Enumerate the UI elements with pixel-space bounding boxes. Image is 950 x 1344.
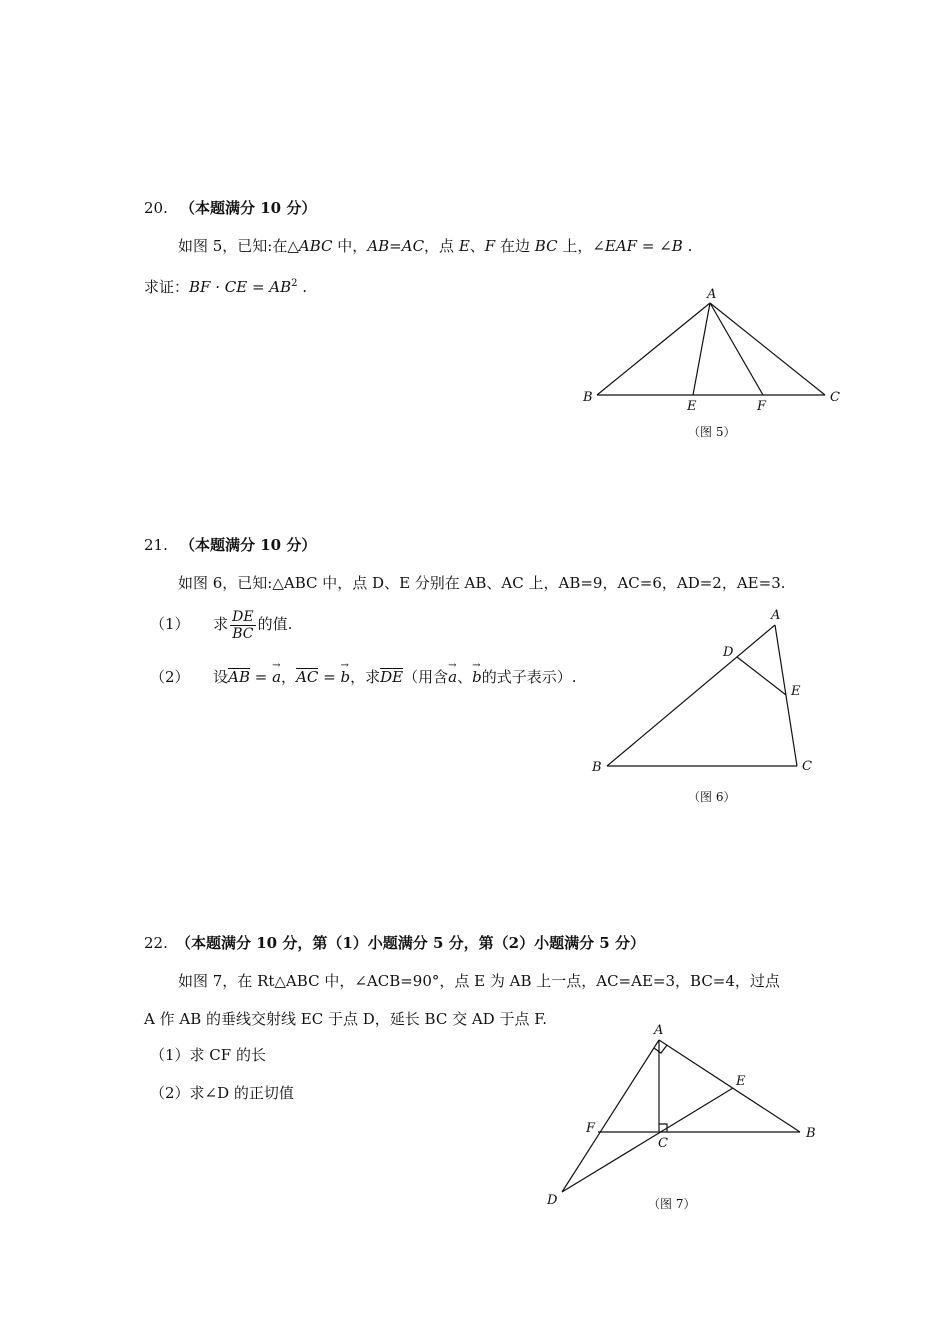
q20-triangle: △ABC <box>287 237 333 255</box>
q21-vector-ab: AB <box>228 668 250 686</box>
q22-number: 22. <box>144 934 168 952</box>
fig6-segment-ab <box>607 625 775 766</box>
fig5-label-f: F <box>757 399 767 414</box>
fig5-label-b: B <box>583 390 593 405</box>
fig7-label-d: D <box>547 1193 558 1208</box>
q20-text: 如图 5，已知:在 <box>178 237 288 255</box>
q20-point-e: E <box>458 237 470 255</box>
fig5-segment-ac <box>710 303 825 395</box>
q20-prove-sup: 2 <box>291 278 298 289</box>
q20-prove <box>144 274 307 297</box>
q21-vector-b: → b <box>340 667 350 687</box>
fig5-label-e: E <box>687 399 697 414</box>
q21-vector-ac: AC <box>296 668 319 686</box>
fig6-segment-de <box>737 657 786 695</box>
fig7-segment-ab <box>659 1040 800 1132</box>
q21-sep: ， <box>281 668 297 686</box>
fig6-label-d: D <box>723 645 734 660</box>
q21-vector-a: → a <box>272 667 281 687</box>
q20-text: 、 <box>469 237 485 255</box>
q21-part1-text: 求 <box>213 615 229 633</box>
fig7-caption: （图 7） <box>648 1197 696 1211</box>
q21-vector-b2: → b <box>472 667 482 687</box>
q21-text: ，求 <box>350 668 381 686</box>
q21-eq: = <box>318 668 341 686</box>
q21-number: 21. <box>144 536 168 554</box>
fig7-label-e: E <box>736 1074 746 1089</box>
q21-part2-text: 设 <box>213 668 229 686</box>
q21-part1 <box>150 606 292 642</box>
q22-statement-1: 如图 7，在 Rt△ABC 中，∠ACB=90°，点 E 为 AB 上一点，AC=AE=3，BC=4，过点 <box>178 972 780 990</box>
q21-part2-label: （2） <box>150 668 190 686</box>
fig7-label-c: C <box>658 1136 668 1151</box>
fig5-segment-ae <box>693 303 710 395</box>
q21-heading: （本题满分 10 分） <box>180 536 317 554</box>
q21-fraction <box>230 609 255 642</box>
fig5-label-c: C <box>830 390 840 405</box>
q20-heading: （本题满分 10 分） <box>180 199 317 217</box>
q21-part2 <box>150 667 576 687</box>
fig7-segment-ed <box>562 1088 733 1192</box>
q20-number: 20. <box>144 199 168 217</box>
q20-prove-label: 求证： <box>144 278 190 296</box>
fig6-label-a: A <box>771 608 781 623</box>
q20-text: . <box>682 237 693 255</box>
fig5-caption: （图 5） <box>688 425 736 439</box>
q21-fraction-den: BC <box>232 625 254 642</box>
q20-text: 上， <box>557 237 593 255</box>
q22-heading: （本题满分 10 分，第（1）小题满分 5 分，第（2）小题满分 5 分） <box>176 934 645 952</box>
q21-text: （用含 <box>403 668 449 686</box>
q20-text: ，点 <box>424 237 459 255</box>
fig6-label-c: C <box>802 759 812 774</box>
q20-text: . <box>297 278 308 296</box>
fig7-label-a: A <box>654 1023 664 1038</box>
fig5-segment-af <box>710 303 763 395</box>
q22-part2: （2）求∠D 的正切值 <box>150 1084 294 1102</box>
q20-statement <box>178 236 692 256</box>
q20-angle-condition: ∠EAF = ∠B <box>592 237 683 255</box>
q20-text: 中， <box>332 237 368 255</box>
fig6-segment-ac <box>775 625 797 766</box>
q20-text: 在边 <box>495 237 535 255</box>
q21-vector-a2: → a <box>448 667 457 687</box>
q21-eq: = <box>249 668 273 686</box>
q21-text: 、 <box>457 668 473 686</box>
q21-text: 的式子表示）. <box>481 668 577 686</box>
q20-point-f: F <box>484 237 496 255</box>
q21-part1-tail: 的值. <box>257 615 293 633</box>
fig7-label-f: F <box>586 1121 596 1136</box>
q20-side: BC <box>534 237 558 255</box>
fig6-caption: （图 6） <box>688 790 736 804</box>
fig7-right-angle-a <box>654 1045 667 1053</box>
fig6-label-e: E <box>791 684 801 699</box>
q20-prove-expr: BF · CE = AB <box>189 278 292 296</box>
fig5-label-a: A <box>707 287 717 302</box>
fig5-segment-ab <box>597 303 710 395</box>
fig7-right-angle-c <box>659 1124 667 1132</box>
fig7-label-b: B <box>806 1126 816 1141</box>
q21-vector-de: DE <box>380 668 404 686</box>
q22-statement-2: A 作 AB 的垂线交射线 EC 于点 D，延长 BC 交 AD 于点 F. <box>144 1010 548 1028</box>
q21-fraction-num: DE <box>232 608 254 625</box>
q20-condition: AB=AC <box>367 237 425 255</box>
q21-statement: 如图 6，已知:△ABC 中，点 D、E 分别在 AB、AC 上，AB=9，AC=6，AD=2，AE=3. <box>178 574 786 592</box>
fig6-label-b: B <box>592 760 602 775</box>
q21-part1-label: （1） <box>150 615 190 633</box>
q22-part1: （1）求 CF 的长 <box>150 1046 266 1064</box>
fig7-segment-ad <box>562 1040 659 1192</box>
